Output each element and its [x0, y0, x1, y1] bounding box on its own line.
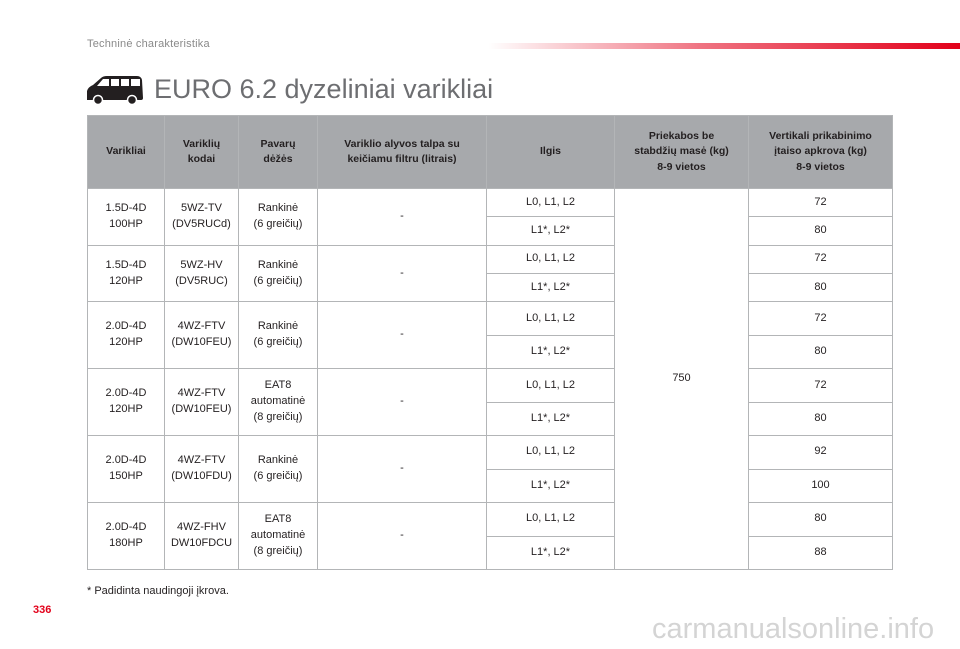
- oil-capacity-cell: -: [318, 189, 487, 246]
- col-header-engine-codes: Variklių kodai: [165, 116, 239, 189]
- oil-capacity-cell: -: [318, 302, 487, 369]
- length-cell: L1*, L2*: [487, 402, 615, 435]
- length-cell: L0, L1, L2: [487, 369, 615, 402]
- table-row: [88, 503, 893, 536]
- nose-weight-cell: 72: [749, 302, 893, 335]
- engine-code-cell: 5WZ-TV (DV5RUCd): [165, 189, 239, 246]
- gearbox-cell: Rankinė (6 greičių): [239, 436, 318, 503]
- col-header-gearbox: Pavarų dėžės: [239, 116, 318, 189]
- table-row: [88, 369, 893, 402]
- col-header-unbraked-trailer-mass: Priekabos be stabdžių masė (kg) 8-9 vietos: [615, 116, 749, 189]
- engine-cell: 1.5D-4D 100HP: [88, 189, 165, 246]
- nose-weight-cell: 72: [749, 369, 893, 402]
- oil-capacity-cell: -: [318, 436, 487, 503]
- nose-weight-cell: 88: [749, 536, 893, 570]
- col-header-length: Ilgis: [487, 116, 615, 189]
- col-header-nose-weight: Vertikali prikabinimo įtaiso apkrova (kg) 8-9 vietos: [749, 116, 893, 189]
- page-number: 336: [33, 604, 52, 616]
- length-cell: L1*, L2*: [487, 217, 615, 245]
- table-row: [88, 189, 893, 217]
- van-icon: [84, 74, 144, 106]
- nose-weight-cell: 72: [749, 189, 893, 217]
- engine-spec-table: [87, 115, 893, 570]
- length-cell: L0, L1, L2: [487, 189, 615, 217]
- length-cell: L1*, L2*: [487, 274, 615, 302]
- gearbox-cell: Rankinė (6 greičių): [239, 245, 318, 302]
- gearbox-cell: EAT8 automatinė (8 greičių): [239, 503, 318, 570]
- length-cell: L0, L1, L2: [487, 436, 615, 469]
- nose-weight-cell: 80: [749, 335, 893, 368]
- gearbox-cell: Rankinė (6 greičių): [239, 302, 318, 369]
- nose-weight-cell: 80: [749, 503, 893, 536]
- gearbox-cell: Rankinė (6 greičių): [239, 189, 318, 246]
- nose-weight-cell: 80: [749, 217, 893, 245]
- length-cell: L0, L1, L2: [487, 245, 615, 273]
- engine-cell: 2.0D-4D 120HP: [88, 369, 165, 436]
- oil-capacity-cell: -: [318, 245, 487, 302]
- nose-weight-cell: 80: [749, 402, 893, 435]
- nose-weight-cell: 92: [749, 436, 893, 469]
- section-label: Techninė charakteristika: [87, 38, 210, 50]
- length-cell: L1*, L2*: [487, 469, 615, 502]
- towing-mass-cell: 750: [615, 189, 749, 570]
- header-accent-bar: [488, 43, 960, 49]
- watermark: carmanualsonline.info: [652, 613, 935, 645]
- length-cell: L0, L1, L2: [487, 503, 615, 536]
- length-cell: L1*, L2*: [487, 536, 615, 570]
- nose-weight-cell: 100: [749, 469, 893, 502]
- oil-capacity-cell: -: [318, 503, 487, 570]
- length-cell: L0, L1, L2: [487, 302, 615, 335]
- engine-code-cell: 4WZ-FHV DW10FDCU: [165, 503, 239, 570]
- engine-cell: 1.5D-4D 120HP: [88, 245, 165, 302]
- page-title: EURO 6.2 dyzeliniai varikliai: [154, 74, 494, 104]
- engine-cell: 2.0D-4D 180HP: [88, 503, 165, 570]
- oil-capacity-cell: -: [318, 369, 487, 436]
- engine-code-cell: 4WZ-FTV (DW10FDU): [165, 436, 239, 503]
- engine-code-cell: 4WZ-FTV (DW10FEU): [165, 369, 239, 436]
- table-header-row: [88, 116, 893, 189]
- nose-weight-cell: 80: [749, 274, 893, 302]
- table-row: [88, 436, 893, 469]
- table-row: [88, 302, 893, 335]
- col-header-engines: Varikliai: [88, 116, 165, 189]
- engine-cell: 2.0D-4D 120HP: [88, 302, 165, 369]
- engine-cell: 2.0D-4D 150HP: [88, 436, 165, 503]
- nose-weight-cell: 72: [749, 245, 893, 273]
- engine-code-cell: 5WZ-HV (DV5RUC): [165, 245, 239, 302]
- length-cell: L1*, L2*: [487, 335, 615, 368]
- footnote: * Padidinta naudingoji įkrova.: [87, 585, 229, 597]
- engine-code-cell: 4WZ-FTV (DW10FEU): [165, 302, 239, 369]
- gearbox-cell: EAT8 automatinė (8 greičių): [239, 369, 318, 436]
- col-header-oil-capacity: Variklio alyvos talpa su keičiamu filtru (litrais): [318, 116, 487, 189]
- table-row: [88, 245, 893, 273]
